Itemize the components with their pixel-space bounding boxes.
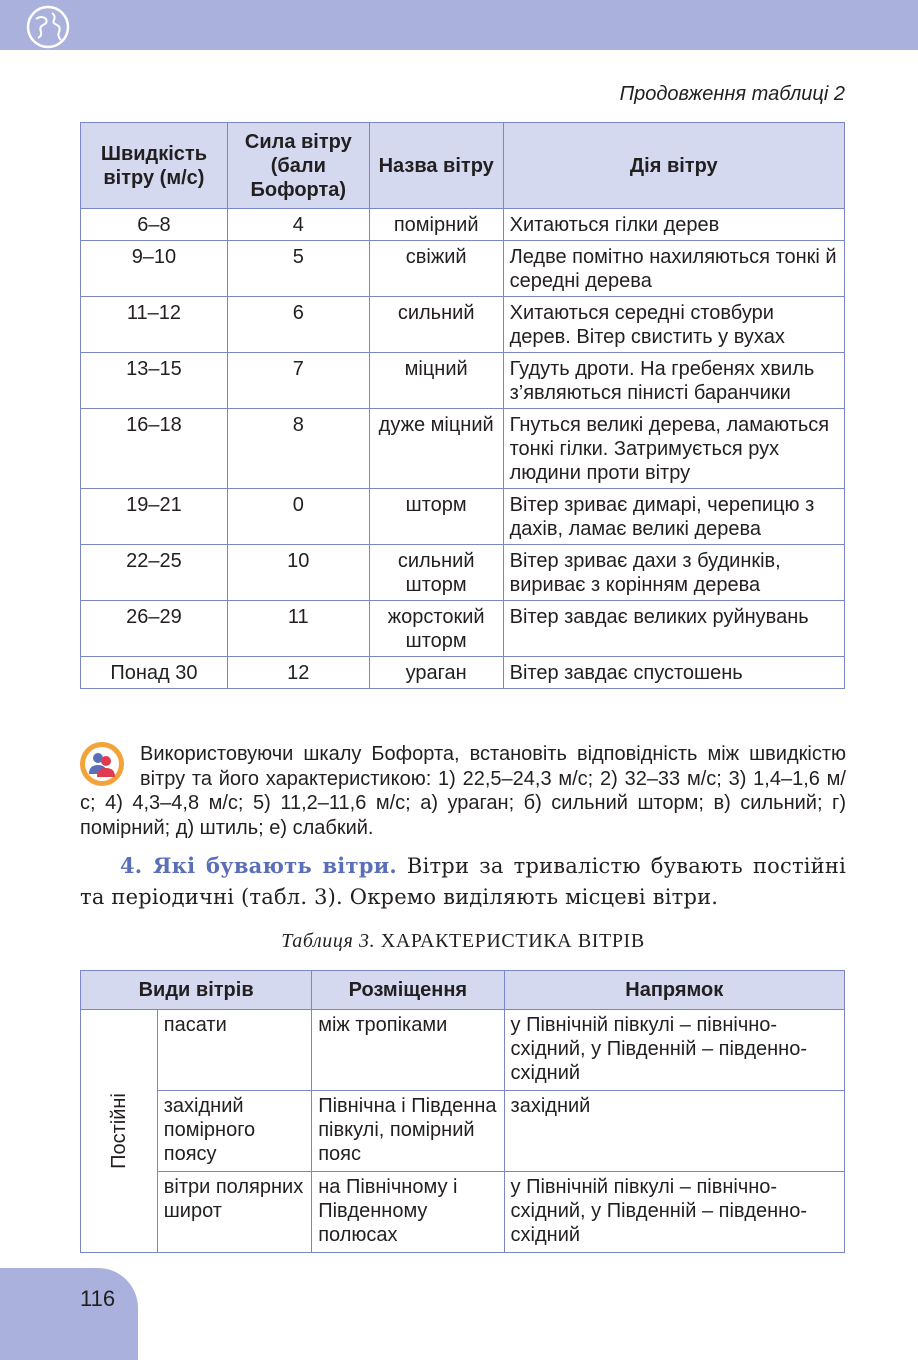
task-text: Використовуючи шкалу Бофорта, встановіть відповідність між швидкістю вітру та його характеристикою: 1) 22,5–24,3 м/с; 2) 32–33 м/с; 3) 1,4–1,6 м/с; 4) 4,3–4,8 м/с; 5) 11,2–11,6 м/с; а) ураган; б) сильний шторм; в) сильний; г) помірний; д) штиль; е) слабкий. xyxy=(80,743,846,839)
table-row xyxy=(81,657,845,689)
section-heading: 4. Які бувають вітри. xyxy=(120,853,397,878)
cell-wind-name: помірний xyxy=(369,209,503,241)
winds-table xyxy=(80,970,845,1253)
cell-wind-effect: Хитаються середні стовбури дерев. Вітер свистить у вухах xyxy=(503,297,844,353)
header-wind-name: Назва вітру xyxy=(369,123,503,209)
cell-wind-name: свіжий xyxy=(369,241,503,297)
table3-caption-title: ХАРАКТЕРИСТИКА ВІТРІВ xyxy=(375,930,645,952)
table-row xyxy=(81,489,845,545)
cell-wind-name: жорстокий шторм xyxy=(369,601,503,657)
cell-location: Північна і Південна півкулі, помірний пояс xyxy=(312,1091,504,1172)
cell-wind-speed: 22–25 xyxy=(81,545,228,601)
group-label: Постійні xyxy=(107,1093,130,1169)
cell-wind-name: міцний xyxy=(369,353,503,409)
cell-wind-name: ураган xyxy=(369,657,503,689)
header-band xyxy=(0,0,918,50)
table-row xyxy=(81,1172,845,1253)
header-location: Розміщення xyxy=(312,971,504,1010)
task-paragraph xyxy=(80,742,846,840)
header-direction: Напрямок xyxy=(504,971,844,1010)
beaufort-table-header xyxy=(81,123,845,209)
globe-icon xyxy=(26,5,70,49)
beaufort-table xyxy=(80,122,845,689)
winds-table-header xyxy=(81,971,845,1010)
section-paragraph xyxy=(80,850,846,913)
cell-wind-type: західний помірного поясу xyxy=(157,1091,311,1172)
cell-wind-type: пасати xyxy=(157,1010,311,1091)
cell-wind-name: дуже міцний xyxy=(369,409,503,489)
table-row xyxy=(81,353,845,409)
table-row xyxy=(81,601,845,657)
cell-beaufort-force: 4 xyxy=(227,209,369,241)
cell-wind-speed: 16–18 xyxy=(81,409,228,489)
cell-wind-effect: Ледве помітно нахиляються тонкі й середні дерева xyxy=(503,241,844,297)
header-wind-types: Види вітрів xyxy=(81,971,312,1010)
cell-beaufort-force: 0 xyxy=(227,489,369,545)
table-row xyxy=(81,1091,845,1172)
cell-wind-speed: Понад 30 xyxy=(81,657,228,689)
cell-wind-speed: 6–8 xyxy=(81,209,228,241)
cell-wind-effect: Хитаються гілки дерев xyxy=(503,209,844,241)
table-row xyxy=(81,1010,845,1091)
cell-wind-type: вітри полярних широт xyxy=(157,1172,311,1253)
header-beaufort-force: Сила вітру (бали Бофорта) xyxy=(227,123,369,209)
table-row xyxy=(81,409,845,489)
cell-beaufort-force: 10 xyxy=(227,545,369,601)
group-cell xyxy=(81,1010,158,1253)
cell-wind-effect: Вітер зриває дахи з будинків, вириває з корінням дерева xyxy=(503,545,844,601)
cell-direction: у Північній півкулі – північно-східний, у Південній – південно-східний xyxy=(504,1010,844,1091)
page-number: 116 xyxy=(80,1286,116,1311)
cell-wind-effect: Вітер завдає спустошень xyxy=(503,657,844,689)
cell-wind-effect: Гнуться великі дерева, ламаються тонкі гілки. Затримується рух людини проти вітру xyxy=(503,409,844,489)
table-continuation-label: Продовження таблиці 2 xyxy=(619,83,845,105)
cell-wind-speed: 19–21 xyxy=(81,489,228,545)
cell-wind-speed: 26–29 xyxy=(81,601,228,657)
table-row xyxy=(81,297,845,353)
page-number-tab xyxy=(0,1268,138,1360)
section-body: Вітри за тривалістю бувають постійні та періодичні (табл. 3). Окремо виділяють місцеві вітри. xyxy=(80,854,846,909)
table3-caption-prefix: Таблиця 3. xyxy=(281,930,376,952)
table-row xyxy=(81,241,845,297)
table-row xyxy=(81,209,845,241)
cell-wind-name: сильний xyxy=(369,297,503,353)
table-row xyxy=(81,545,845,601)
cell-wind-name: шторм xyxy=(369,489,503,545)
cell-wind-effect: Гудуть дроти. На гребенях хвиль з’являються пінисті баранчики xyxy=(503,353,844,409)
cell-wind-speed: 13–15 xyxy=(81,353,228,409)
header-wind-speed: Швидкість вітру (м/с) xyxy=(81,123,228,209)
cell-beaufort-force: 12 xyxy=(227,657,369,689)
cell-beaufort-force: 7 xyxy=(227,353,369,409)
cell-direction: західний xyxy=(504,1091,844,1172)
cell-location: на Північному і Південному полюсах xyxy=(312,1172,504,1253)
cell-wind-speed: 11–12 xyxy=(81,297,228,353)
cell-beaufort-force: 8 xyxy=(227,409,369,489)
cell-location: між тропіками xyxy=(312,1010,504,1091)
cell-beaufort-force: 11 xyxy=(227,601,369,657)
table3-caption xyxy=(80,930,846,953)
cell-wind-effect: Вітер зриває димарі, черепицю з дахів, ламає великі дерева xyxy=(503,489,844,545)
cell-beaufort-force: 6 xyxy=(227,297,369,353)
cell-wind-effect: Вітер завдає великих руйнувань xyxy=(503,601,844,657)
cell-beaufort-force: 5 xyxy=(227,241,369,297)
header-wind-effect: Дія вітру xyxy=(503,123,844,209)
cell-direction: у Північній півкулі – північно-східний, у Південній – південно-східний xyxy=(504,1172,844,1253)
cell-wind-speed: 9–10 xyxy=(81,241,228,297)
cell-wind-name: сильний шторм xyxy=(369,545,503,601)
